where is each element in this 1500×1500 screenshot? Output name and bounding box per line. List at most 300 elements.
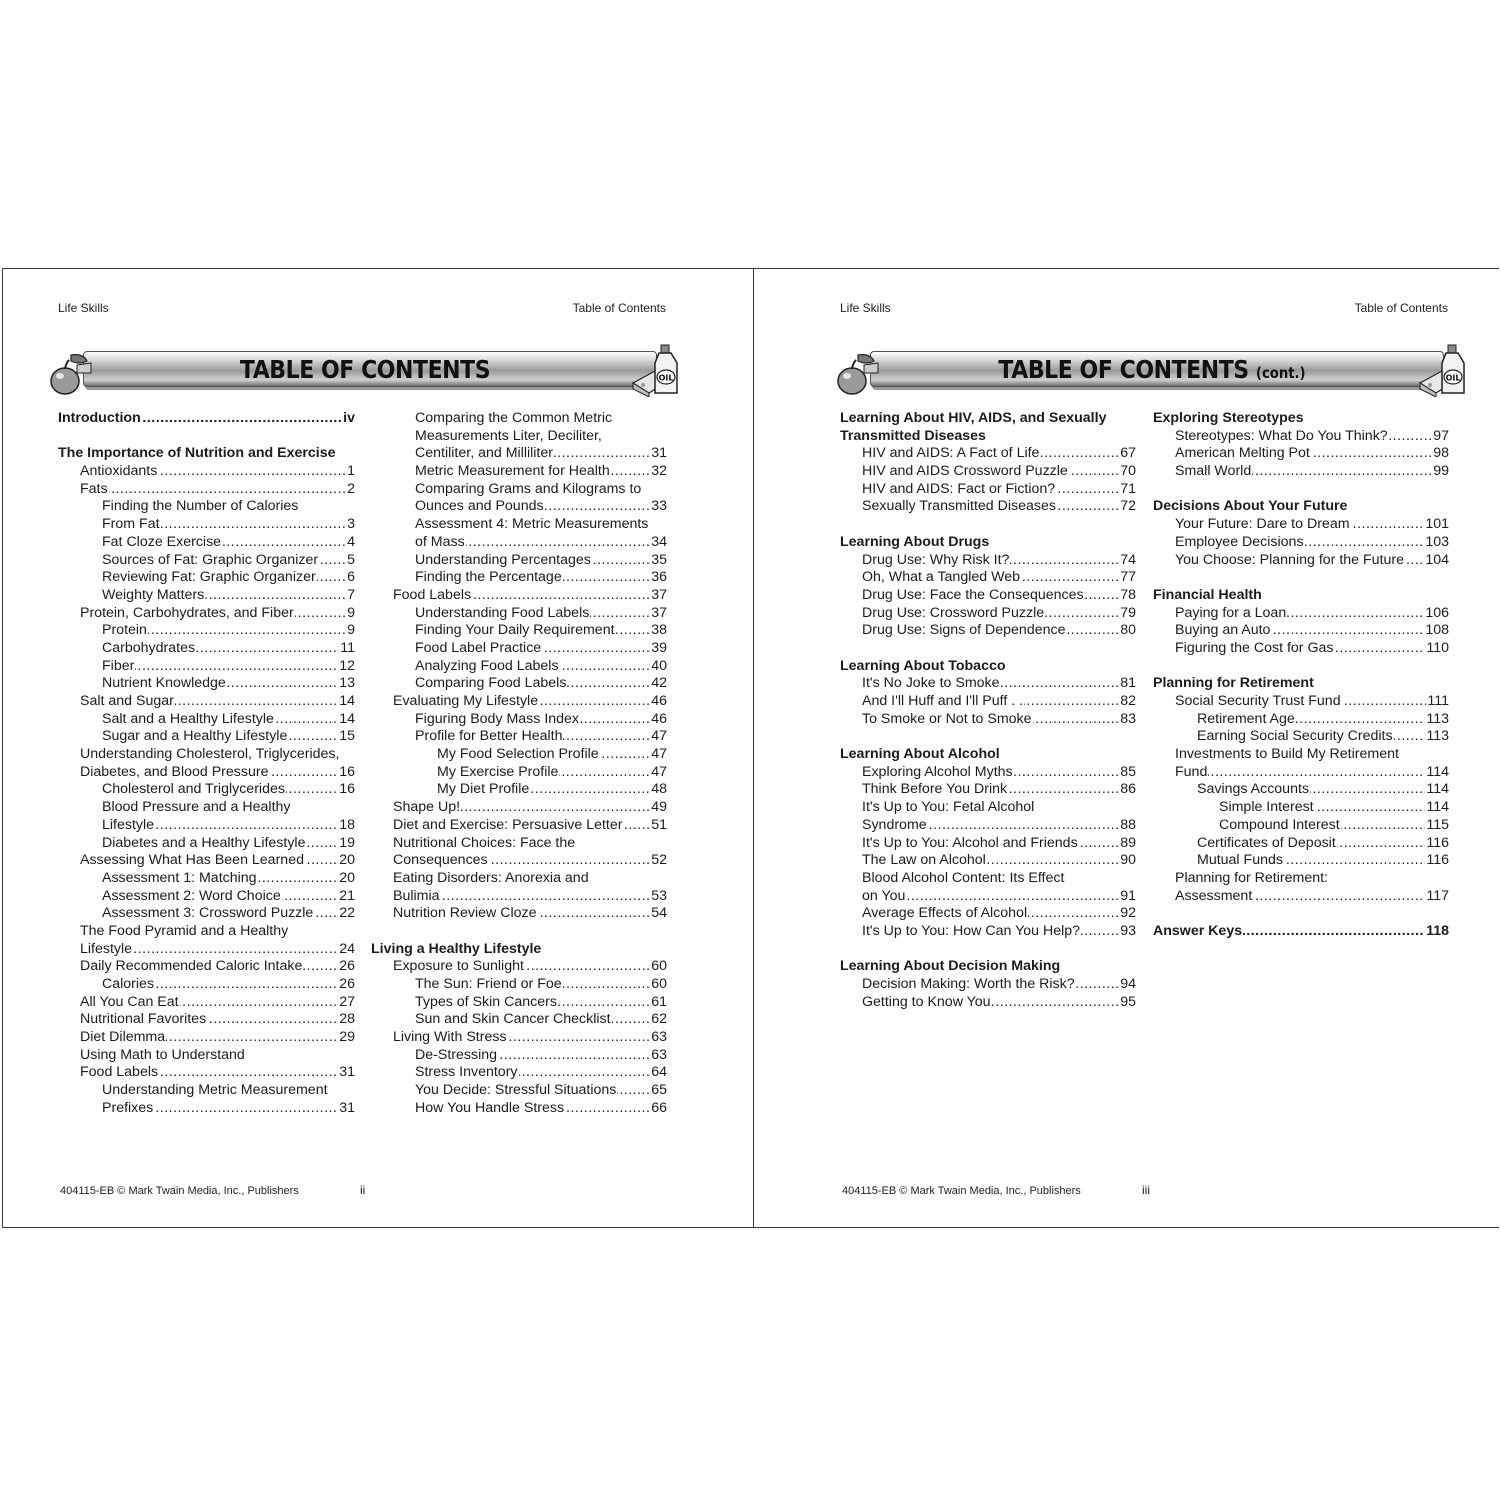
toc-entry-title: Fund <box>1175 763 1208 780</box>
toc-page-number: 47 <box>651 763 667 780</box>
toc-entry <box>1153 923 1449 941</box>
toc-section-heading <box>840 958 1136 976</box>
footer-publisher: 404115-EB © Mark Twain Media, Inc., Publishers <box>60 1185 299 1197</box>
toc-page-number: 61 <box>651 993 667 1010</box>
toc-entry-title: Food Labels <box>80 1064 159 1081</box>
toc-entry-title: Salt and Sugar <box>80 693 174 709</box>
toc-spacer <box>840 516 1136 534</box>
toc-page-number: 81 <box>1120 675 1136 692</box>
toc-entry <box>371 640 667 658</box>
toc-entry <box>58 498 355 516</box>
toc-page-number: 90 <box>1120 852 1136 869</box>
leader-dots <box>80 481 355 499</box>
toc-entry <box>371 1011 667 1029</box>
toc-page-number: 14 <box>339 693 355 709</box>
toc-entry <box>840 587 1136 605</box>
toc-entry <box>58 976 355 994</box>
toc-spacer <box>1153 569 1449 587</box>
toc-entry <box>58 1047 355 1065</box>
toc-entry-title: Assessment 2: Word Choice <box>102 887 281 904</box>
toc-entry <box>371 870 667 888</box>
toc-page-number: 99 <box>1433 463 1449 480</box>
toc-page-number: 40 <box>651 657 667 674</box>
toc-entry-title: The Importance of Nutrition and Exercise <box>58 445 336 462</box>
toc-page-number: 6 <box>347 569 355 586</box>
toc-page-number: 116 <box>1426 834 1449 851</box>
toc-entry-title: Sugar and a Healthy Lifestyle <box>102 728 288 745</box>
toc-entry-title: Assessing What Has Been Learned <box>80 852 304 869</box>
toc-entry-title: Salt and a Healthy Lifestyle <box>102 710 274 727</box>
toc-page-number: 89 <box>1120 834 1136 851</box>
toc-page-number: 31 <box>339 1099 355 1116</box>
toc-entry <box>371 746 667 764</box>
toc-page-number: 113 <box>1426 710 1449 727</box>
toc-entry <box>58 728 355 746</box>
toc-entry-title: Diet and Exercise: Persuasive Letter <box>393 816 623 833</box>
toc-entry-title: Sun and Skin Cancer Checklist <box>415 1011 611 1028</box>
toc-entry <box>840 835 1136 853</box>
toc-page-number: 63 <box>651 1029 667 1046</box>
toc-entry-title: American Melting Pot <box>1175 445 1310 462</box>
toc-entry-title: Figuring Body Mass Index <box>415 710 580 727</box>
toc-entry-title: Comparing Food Labels <box>415 675 567 692</box>
toc-entry-title: Transmitted Diseases <box>840 427 986 444</box>
toc-entry <box>371 852 667 870</box>
toc-page-number: 26 <box>339 976 355 992</box>
toc-page-number: 21 <box>339 887 355 904</box>
toc-entry-title: Calories <box>102 976 155 992</box>
toc-entry <box>1153 711 1449 729</box>
toc-page-number: 49 <box>651 799 667 816</box>
toc-entry-title: It's Up to You: Fetal Alcohol <box>862 799 1035 816</box>
toc-entry-title: Diet Dilemma <box>80 1029 166 1046</box>
banner-title: TABLE OF CONTENTS <box>239 355 491 384</box>
toc-entry <box>1153 817 1449 835</box>
toc-entry-title: Retirement Age <box>1197 710 1295 727</box>
toc-entry-title: Learning About Alcohol <box>840 746 1000 763</box>
toc-entry <box>840 764 1136 782</box>
toc-entry <box>58 1100 355 1118</box>
banner-suffix: (cont.) <box>1255 364 1306 382</box>
toc-entry <box>840 781 1136 799</box>
toc-page-number: 47 <box>651 746 667 763</box>
toc-entry <box>840 445 1136 463</box>
toc-entry <box>371 711 667 729</box>
toc-page-number: 3 <box>347 516 355 533</box>
toc-entry <box>371 781 667 799</box>
toc-entry <box>58 410 355 428</box>
toc-page-number: 31 <box>651 445 667 462</box>
toc-entry-title: HIV and AIDS: A Fact of Life <box>862 445 1040 462</box>
toc-entry <box>58 941 355 959</box>
toc-page-number: 92 <box>1120 905 1136 922</box>
toc-entry <box>840 870 1136 888</box>
toc-entry-title: Shape Up! <box>393 799 461 816</box>
toc-page-number: 20 <box>339 852 355 869</box>
toc-entry <box>58 569 355 587</box>
toc-page-number: 108 <box>1425 622 1449 639</box>
toc-section-heading <box>371 941 667 959</box>
toc-entry-title: Protein, Carbohydrates, and Fiber <box>80 604 294 621</box>
toc-page-number: 67 <box>1120 445 1136 462</box>
toc-entry <box>58 817 355 835</box>
toc-entry-title: Finding Your Daily Requirement <box>415 622 615 639</box>
toc-entry <box>840 605 1136 623</box>
toc-spacer <box>1153 658 1449 676</box>
toc-page-number: 2 <box>347 480 355 497</box>
toc-entry <box>371 445 667 463</box>
toc-entry-title: Cholesterol and Triglycerides <box>102 781 285 798</box>
toc-entry-title: Simple Interest <box>1219 799 1314 816</box>
toc-entry <box>840 976 1136 994</box>
oil-bottle-icon <box>1418 343 1470 397</box>
toc-entry-title: Finding the Number of Calories <box>102 498 299 515</box>
toc-spacer <box>840 728 1136 746</box>
toc-entry-title: Drug Use: Crossword Puzzle <box>862 604 1045 621</box>
running-head-right: Table of Contents <box>572 301 666 315</box>
leader-dots <box>102 658 355 676</box>
toc-entry-title: on You <box>862 887 906 904</box>
toc-entry-title: My Food Selection Profile <box>437 746 599 763</box>
toc-page-number: 47 <box>651 728 667 745</box>
toc-entry-title: Mutual Funds <box>1197 852 1283 869</box>
toc-entry-title: Nutrient Knowledge <box>102 675 226 692</box>
toc-column-1 <box>58 410 355 1118</box>
toc-entry <box>1153 764 1449 782</box>
toc-page-number: 24 <box>339 940 355 957</box>
toc-page-number: 42 <box>651 675 667 692</box>
oil-bottle-icon <box>631 343 683 397</box>
toc-entry-title: Figuring the Cost for Gas <box>1175 639 1334 656</box>
toc-entry <box>58 781 355 799</box>
toc-page-number: 104 <box>1425 551 1449 568</box>
toc-entry-title: Decisions About Your Future <box>1153 498 1348 515</box>
toc-entry-title: Think Before You Drink <box>862 781 1008 798</box>
toc-entry <box>58 552 355 570</box>
toc-entry-title: From Fat <box>102 516 160 533</box>
toc-entry-title: Food Label Practice <box>415 639 542 656</box>
toc-entry-title: Drug Use: Face the Consequences <box>862 586 1084 603</box>
toc-entry <box>1153 781 1449 799</box>
toc-entry-title: Finding the Percentage <box>415 569 562 586</box>
toc-entry <box>1153 888 1449 906</box>
toc-entry-title: Certificates of Deposit <box>1197 834 1336 851</box>
toc-entry <box>58 587 355 605</box>
toc-page-number: 52 <box>651 852 667 869</box>
toc-entry-title: Learning About Tobacco <box>840 657 1006 674</box>
toc-column-2 <box>1153 410 1449 941</box>
toc-entry-title: Centiliter, and Milliliter <box>415 445 553 462</box>
toc-page-number: 98 <box>1433 445 1449 462</box>
toc-entry-title: Fiber <box>102 657 135 674</box>
leader-dots <box>1175 764 1449 782</box>
toc-entry-title: My Exercise Profile <box>437 763 559 780</box>
toc-entry <box>1153 693 1449 711</box>
toc-page-number: 13 <box>339 675 355 692</box>
toc-entry-title: My Diet Profile <box>437 781 530 798</box>
oil-label: OIL <box>1445 373 1461 383</box>
toc-page-number: 103 <box>1425 533 1449 550</box>
toc-entry <box>840 817 1136 835</box>
toc-entry-title: Diabetes and a Healthy Lifestyle <box>102 834 306 851</box>
toc-entry <box>371 905 667 923</box>
toc-entry-title: Understanding Cholesterol, Triglycerides, <box>80 746 340 763</box>
toc-entry <box>1153 622 1449 640</box>
toc-entry <box>371 498 667 516</box>
toc-entry-title: Blood Alcohol Content: Its Effect <box>862 869 1065 886</box>
toc-entry-title: Carbohydrates <box>102 639 196 656</box>
toc-entry-title: Savings Accounts <box>1197 781 1309 798</box>
toc-spacer <box>58 428 355 446</box>
toc-page-number: 5 <box>347 551 355 568</box>
toc-entry-title: of Mass <box>415 533 465 550</box>
toc-entry-title: Blood Pressure and a Healthy <box>102 799 291 816</box>
toc-entry <box>1153 552 1449 570</box>
toc-page-number: 37 <box>651 604 667 621</box>
toc-page-number: 60 <box>651 958 667 975</box>
toc-page-number: 4 <box>347 533 355 550</box>
toc-entry <box>840 711 1136 729</box>
toc-banner <box>45 343 685 393</box>
toc-entry <box>371 552 667 570</box>
toc-page-number: 118 <box>1426 922 1449 939</box>
toc-entry-title: Types of Skin Cancers <box>415 993 557 1010</box>
toc-entry-title: Antioxidants <box>80 463 158 480</box>
toc-entry <box>58 463 355 481</box>
toc-entry <box>58 958 355 976</box>
toc-entry <box>58 711 355 729</box>
toc-page-number: 113 <box>1426 728 1449 745</box>
toc-page-number: 9 <box>347 622 355 639</box>
toc-entry <box>58 675 355 693</box>
toc-entry-title: Paying for a Loan <box>1175 604 1287 621</box>
toc-entry-title: Employee Decisions <box>1175 533 1304 550</box>
toc-page-number: 16 <box>339 781 355 798</box>
toc-page-number: 12 <box>339 657 355 674</box>
toc-page-number: 83 <box>1120 710 1136 727</box>
toc-entry-title: Syndrome <box>862 816 927 833</box>
toc-entry <box>58 888 355 906</box>
toc-column-1 <box>840 410 1136 1011</box>
toc-page-number: 72 <box>1120 498 1136 515</box>
toc-entry-title: The Sun: Friend or Foe <box>415 976 562 992</box>
toc-page-number: 19 <box>339 834 355 851</box>
footer-publisher: 404115-EB © Mark Twain Media, Inc., Publishers <box>842 1185 1081 1197</box>
toc-entry <box>1153 463 1449 481</box>
toc-section-heading <box>1153 587 1449 605</box>
toc-entry-title: Drug Use: Signs of Dependence <box>862 622 1066 639</box>
toc-page-number: 79 <box>1120 604 1136 621</box>
toc-entry <box>840 923 1136 941</box>
toc-entry <box>58 905 355 923</box>
toc-page-number: 18 <box>339 816 355 833</box>
toc-page-number: 93 <box>1120 922 1136 939</box>
toc-entry-title: Living With Stress <box>393 1029 507 1046</box>
book-spread <box>2 268 1499 1228</box>
toc-entry <box>371 958 667 976</box>
toc-entry <box>371 693 667 711</box>
toc-section-heading <box>840 428 1136 446</box>
toc-entry <box>1153 605 1449 623</box>
toc-entry <box>1153 534 1449 552</box>
toc-page-number: 51 <box>651 816 667 833</box>
toc-entry-title: Prefixes <box>102 1099 154 1116</box>
toc-entry-title: Consequences <box>393 852 488 869</box>
toc-entry <box>840 463 1136 481</box>
toc-page-number: 91 <box>1120 887 1136 904</box>
toc-entry <box>371 764 667 782</box>
toc-page-number: 80 <box>1120 622 1136 639</box>
toc-entry-title: Living a Healthy Lifestyle <box>371 940 542 957</box>
toc-entry-title: Analyzing Food Labels <box>415 657 559 674</box>
toc-spacer <box>840 941 1136 959</box>
toc-entry <box>840 852 1136 870</box>
apple-icon <box>834 351 880 397</box>
toc-page-number: 60 <box>651 976 667 992</box>
toc-spacer <box>1153 905 1449 923</box>
toc-entry <box>840 498 1136 516</box>
toc-entry <box>371 675 667 693</box>
toc-entry <box>58 534 355 552</box>
toc-entry-title: Daily Recommended Caloric Intake <box>80 958 303 975</box>
toc-entry-title: Assessment <box>1175 887 1253 904</box>
toc-page-number: 46 <box>651 693 667 709</box>
toc-entry-title: Exploring Alcohol Myths <box>862 763 1013 780</box>
toc-entry <box>1153 428 1449 446</box>
toc-page-number: 37 <box>651 586 667 603</box>
toc-entry-title: Profile for Better Health <box>415 728 563 745</box>
toc-spacer <box>371 923 667 941</box>
toc-entry-title: And I'll Huff and I'll Puff . . <box>862 693 1024 709</box>
toc-entry <box>371 658 667 676</box>
toc-entry-title: Using Math to Understand <box>80 1046 245 1063</box>
toc-entry-title: Sexually Transmitted Diseases <box>862 498 1056 515</box>
toc-entry-title: De-Stressing <box>415 1046 498 1063</box>
toc-page-number: 88 <box>1120 816 1136 833</box>
toc-entry <box>58 994 355 1012</box>
toc-page-number: 28 <box>339 1011 355 1028</box>
toc-entry <box>371 1100 667 1118</box>
toc-page-number: 70 <box>1120 463 1136 480</box>
toc-entry <box>58 1029 355 1047</box>
toc-entry-title: All You Can Eat <box>80 993 179 1010</box>
toc-page-number: 7 <box>347 586 355 603</box>
toc-entry-title: Evaluating My Lifestyle <box>393 693 539 709</box>
toc-entry-title: The Law on Alcohol <box>862 852 986 869</box>
toc-entry <box>1153 728 1449 746</box>
toc-section-heading <box>840 658 1136 676</box>
toc-banner <box>832 343 1472 393</box>
toc-page-number: 26 <box>339 958 355 975</box>
toc-entry-title: Nutritional Choices: Face the <box>393 834 576 851</box>
toc-entry <box>371 587 667 605</box>
toc-page-number: 78 <box>1120 586 1136 603</box>
toc-entry-title: Measurements Liter, Deciliter, <box>415 427 602 444</box>
toc-entry-title: Social Security Trust Fund <box>1175 693 1341 709</box>
toc-page-number: 65 <box>651 1082 667 1099</box>
toc-entry <box>58 658 355 676</box>
toc-page-number: 114 <box>1426 781 1449 798</box>
toc-page-number: 62 <box>651 1011 667 1028</box>
toc-spacer <box>1153 481 1449 499</box>
toc-entry <box>58 1064 355 1082</box>
toc-section-heading <box>840 746 1136 764</box>
toc-page-number: 39 <box>651 639 667 656</box>
toc-entry <box>58 1011 355 1029</box>
toc-page-number: 48 <box>651 781 667 798</box>
toc-page-number: 20 <box>339 869 355 886</box>
toc-entry-title: Planning for Retirement: <box>1175 869 1328 886</box>
toc-entry-title: You Decide: Stressful Situations <box>415 1082 617 1099</box>
toc-entry <box>58 640 355 658</box>
toc-page-number: 9 <box>347 604 355 621</box>
toc-column-2 <box>371 410 667 1118</box>
toc-entry <box>58 870 355 888</box>
toc-page-number: 38 <box>651 622 667 639</box>
toc-entry <box>58 693 355 711</box>
toc-page-number: 111 <box>1427 693 1449 709</box>
toc-entry <box>371 835 667 853</box>
toc-entry <box>840 994 1136 1012</box>
toc-entry-title: Understanding Metric Measurement <box>102 1082 328 1099</box>
toc-entry <box>371 516 667 534</box>
toc-entry-title: Introduction <box>58 410 141 426</box>
toc-entry <box>58 516 355 534</box>
toc-entry-title: Assessment 1: Matching <box>102 869 257 886</box>
toc-entry-title: Planning for Retirement <box>1153 675 1314 692</box>
toc-page-number: 95 <box>1120 993 1136 1010</box>
toc-entry <box>58 605 355 623</box>
toc-page-number: 34 <box>651 533 667 550</box>
toc-entry-title: Metric Measurement for Health <box>415 463 610 480</box>
toc-section-heading <box>840 410 1136 428</box>
toc-entry <box>371 428 667 446</box>
toc-entry-title: Comparing Grams and Kilograms to <box>415 480 642 497</box>
toc-entry-title: Oh, What a Tangled Web <box>862 569 1020 586</box>
toc-entry-title: Nutrition Review Cloze <box>393 905 537 922</box>
toc-section-heading <box>58 445 355 463</box>
toc-page-number: 106 <box>1425 604 1449 621</box>
right-page <box>754 269 1500 1227</box>
toc-entry <box>371 1029 667 1047</box>
toc-entry <box>1153 640 1449 658</box>
toc-entry-title: Understanding Food Labels <box>415 604 590 621</box>
toc-entry <box>840 675 1136 693</box>
toc-entry-title: Exposure to Sunlight <box>393 958 524 975</box>
toc-entry-title: Getting to Know You <box>862 993 991 1010</box>
banner-title: TABLE OF CONTENTS (cont.) <box>998 355 1306 384</box>
toc-entry-title: Earning Social Security Credits <box>1197 728 1393 745</box>
toc-entry <box>1153 445 1449 463</box>
toc-page-number: 85 <box>1120 763 1136 780</box>
toc-page-number: 110 <box>1426 639 1449 656</box>
running-head-left: Life Skills <box>840 301 891 315</box>
page-number: iii <box>1142 1183 1150 1197</box>
toc-page-number: 1 <box>347 463 355 480</box>
toc-entry <box>840 569 1136 587</box>
toc-entry-title: It's No Joke to Smoke <box>862 675 1000 692</box>
toc-entry-title: Assessment 3: Crossword Puzzle <box>102 905 314 922</box>
toc-entry-title: Decision Making: Worth the Risk? <box>862 976 1075 992</box>
toc-entry-title: HIV and AIDS Crossword Puzzle <box>862 463 1068 480</box>
toc-entry <box>840 905 1136 923</box>
toc-entry-title: Lifestyle <box>80 940 133 957</box>
toc-page-number: 35 <box>651 551 667 568</box>
toc-entry-title: Diabetes, and Blood Pressure <box>80 763 269 780</box>
toc-section-heading <box>1153 498 1449 516</box>
toc-entry <box>58 835 355 853</box>
toc-section-heading <box>1153 675 1449 693</box>
